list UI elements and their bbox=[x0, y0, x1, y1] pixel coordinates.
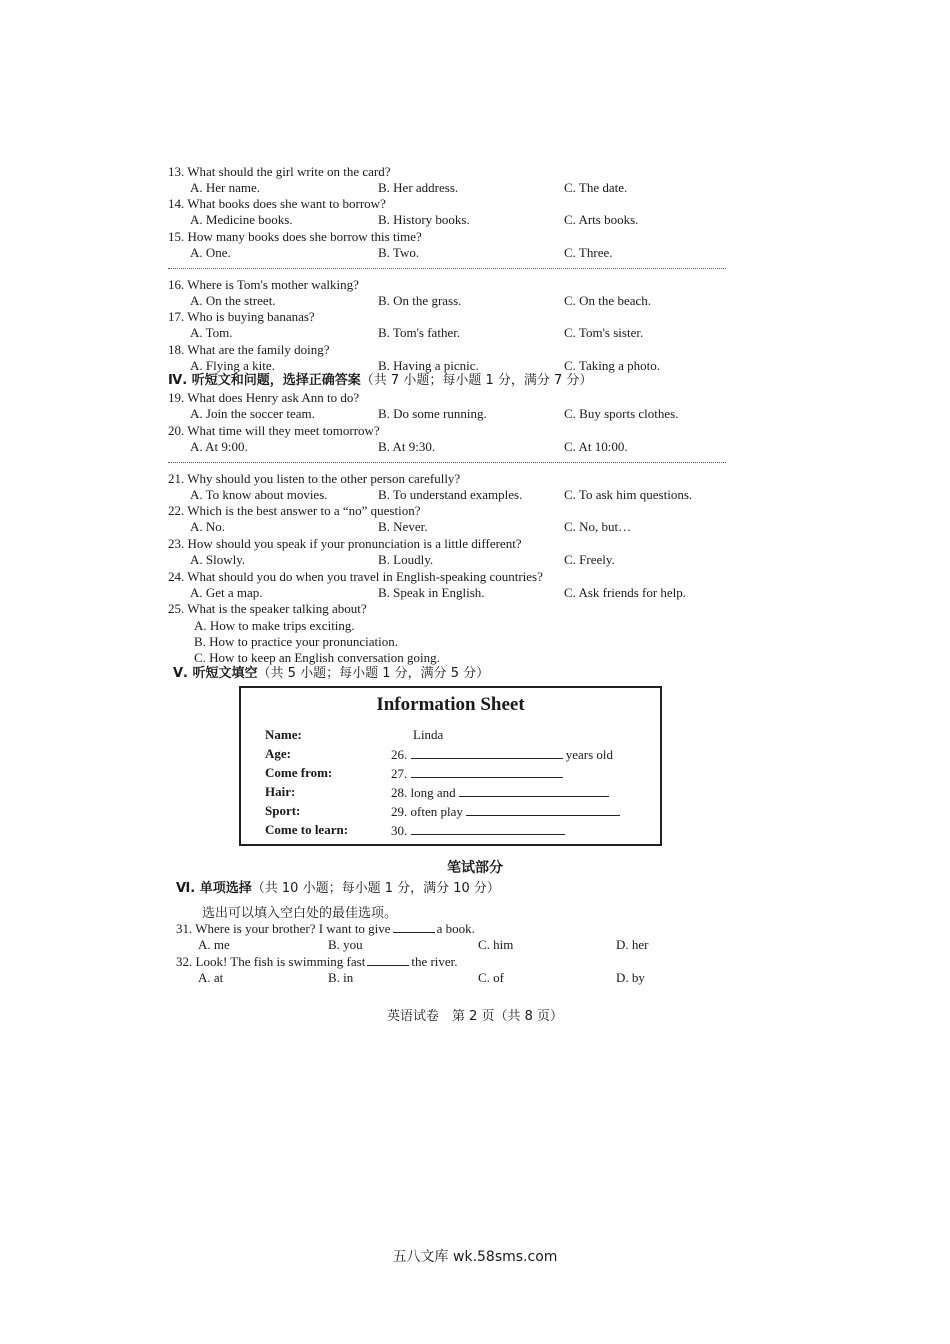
question-21: 21. Why should you listen to the other person carefully? bbox=[168, 471, 461, 486]
section-title: 单项选择 bbox=[199, 881, 252, 896]
option-b: B. On the grass. bbox=[378, 293, 462, 308]
option-b: B. Never. bbox=[378, 519, 428, 534]
option-a: A. Tom. bbox=[190, 325, 233, 340]
option-b: B. Loudly. bbox=[378, 552, 434, 567]
dotted-divider bbox=[168, 462, 726, 463]
option-c: C. Ask friends for help. bbox=[564, 585, 687, 600]
option-c: C. Taking a photo. bbox=[564, 358, 660, 373]
option-a: A. Slowly. bbox=[190, 552, 246, 567]
option-b: B. To understand examples. bbox=[378, 487, 523, 502]
section-title: 听短文填空 bbox=[192, 666, 258, 681]
written-part-title: 笔试部分 bbox=[447, 860, 503, 876]
info-label: Sport: bbox=[265, 803, 301, 818]
answer-blank-29[interactable] bbox=[466, 803, 620, 816]
information-sheet bbox=[239, 686, 662, 846]
option-c: C. Tom's sister. bbox=[564, 325, 644, 340]
question-32 bbox=[176, 954, 736, 970]
section-4-heading bbox=[168, 373, 592, 389]
option-b: B. Two. bbox=[378, 245, 420, 260]
question-23: 23. How should you speak if your pronunciation is a little different? bbox=[168, 536, 522, 551]
option-b: B. Having a picnic. bbox=[378, 358, 479, 373]
option-c: C. On the beach. bbox=[564, 293, 652, 308]
section-note: （共 10 小题；每小题 1 分，满分 10 分） bbox=[251, 881, 500, 896]
option-a: A. Join the soccer team. bbox=[190, 406, 315, 421]
option-a: A. Her name. bbox=[190, 180, 261, 195]
option-b: B. At 9:30. bbox=[378, 439, 436, 454]
question-blank[interactable] bbox=[367, 954, 409, 966]
question-20: 20. What time will they meet tomorrow? bbox=[168, 423, 380, 438]
option-a: A. At 9:00. bbox=[190, 439, 248, 454]
info-label: Come from: bbox=[265, 765, 333, 780]
info-label: Hair: bbox=[265, 784, 296, 799]
option-a: A. at bbox=[198, 970, 224, 985]
question-16: 16. Where is Tom's mother walking? bbox=[168, 277, 359, 292]
option-b: B. Speak in English. bbox=[378, 585, 485, 600]
info-label: Come to learn: bbox=[265, 822, 349, 837]
answer-blank-30[interactable] bbox=[411, 822, 565, 835]
section-number: Ⅳ. bbox=[168, 373, 188, 388]
option-c: C. How to keep an English conversation going. bbox=[194, 650, 440, 665]
question-blank[interactable] bbox=[393, 921, 435, 933]
info-value: 26. bbox=[391, 747, 408, 762]
dotted-divider bbox=[168, 268, 726, 269]
option-c: C. of bbox=[478, 970, 504, 985]
section-note: （共 5 小题；每小题 1 分，满分 5 分） bbox=[257, 666, 490, 681]
info-value: 30. bbox=[391, 823, 408, 838]
option-b: B. you bbox=[328, 937, 363, 952]
question-24: 24. What should you do when you travel in English-speaking countries? bbox=[168, 569, 543, 584]
info-value: 28. long and bbox=[391, 785, 456, 800]
option-a: A. No. bbox=[190, 519, 226, 534]
option-a: A. Medicine books. bbox=[190, 212, 293, 227]
section-title: 听短文和问题，选择正确答案 bbox=[191, 373, 361, 388]
option-c: C. To ask him questions. bbox=[564, 487, 693, 502]
option-c: C. Three. bbox=[564, 245, 613, 260]
option-a: A. me bbox=[198, 937, 230, 952]
option-a: A. How to make trips exciting. bbox=[194, 618, 355, 633]
option-b: B. Do some running. bbox=[378, 406, 487, 421]
option-b: B. How to practice your pronunciation. bbox=[194, 634, 398, 649]
question-22: 22. Which is the best answer to a “no” question? bbox=[168, 503, 421, 518]
option-d: D. by bbox=[616, 970, 645, 985]
section-number: Ⅵ. bbox=[176, 881, 196, 896]
info-suffix: years old bbox=[565, 747, 614, 762]
question-25: 25. What is the speaker talking about? bbox=[168, 601, 367, 616]
answer-blank-27[interactable] bbox=[411, 765, 563, 778]
option-d: D. her bbox=[616, 937, 649, 952]
section-number: Ⅴ. bbox=[173, 666, 188, 681]
info-label: Name: bbox=[265, 727, 302, 742]
option-c: C. No, but… bbox=[564, 519, 632, 534]
option-c: C. him bbox=[478, 937, 514, 952]
option-a: A. On the street. bbox=[190, 293, 276, 308]
info-value: 27. bbox=[391, 766, 408, 781]
page-footer: 英语试卷 第 2 页（共 8 页） bbox=[386, 1009, 564, 1024]
option-c: C. At 10:00. bbox=[564, 439, 628, 454]
section-6-heading bbox=[176, 881, 500, 897]
question-14: 14. What books does she want to borrow? bbox=[168, 196, 386, 211]
question-15: 15. How many books does she borrow this time? bbox=[168, 229, 422, 244]
option-a: A. Flying a kite. bbox=[190, 358, 275, 373]
option-c: C. Freely. bbox=[564, 552, 615, 567]
question-13: 13. What should the girl write on the card? bbox=[168, 164, 391, 179]
question-text-end: a book. bbox=[436, 921, 475, 936]
info-value: Linda bbox=[413, 727, 444, 742]
option-b: B. Tom's father. bbox=[378, 325, 461, 340]
info-label: Age: bbox=[265, 746, 291, 761]
watermark-text: 五八文库 wk.58sms.com bbox=[392, 1249, 558, 1265]
question-18: 18. What are the family doing? bbox=[168, 342, 330, 357]
option-a: A. One. bbox=[190, 245, 231, 260]
option-b: B. in bbox=[328, 970, 354, 985]
option-c: C. Arts books. bbox=[564, 212, 639, 227]
question-text: 31. Where is your brother? I want to give bbox=[176, 921, 391, 936]
option-a: A. To know about movies. bbox=[190, 487, 328, 502]
option-c: C. Buy sports clothes. bbox=[564, 406, 679, 421]
option-c: C. The date. bbox=[564, 180, 628, 195]
information-sheet-title: Information Sheet bbox=[376, 694, 525, 715]
option-b: B. Her address. bbox=[378, 180, 459, 195]
answer-blank-26[interactable] bbox=[411, 746, 563, 759]
question-31 bbox=[176, 921, 736, 937]
option-a: A. Get a map. bbox=[190, 585, 263, 600]
section-note: （共 7 小题；每小题 1 分，满分 7 分） bbox=[360, 373, 593, 388]
info-value: 29. often play bbox=[391, 804, 463, 819]
question-19: 19. What does Henry ask Ann to do? bbox=[168, 390, 360, 405]
answer-blank-28[interactable] bbox=[459, 784, 609, 797]
section-instruction: 选出可以填入空白处的最佳选项。 bbox=[202, 906, 398, 921]
question-17: 17. Who is buying bananas? bbox=[168, 309, 315, 324]
question-text-end: the river. bbox=[411, 954, 458, 969]
section-5-heading bbox=[173, 666, 489, 682]
option-b: B. History books. bbox=[378, 212, 470, 227]
question-text: 32. Look! The fish is swimming fast bbox=[176, 954, 366, 969]
